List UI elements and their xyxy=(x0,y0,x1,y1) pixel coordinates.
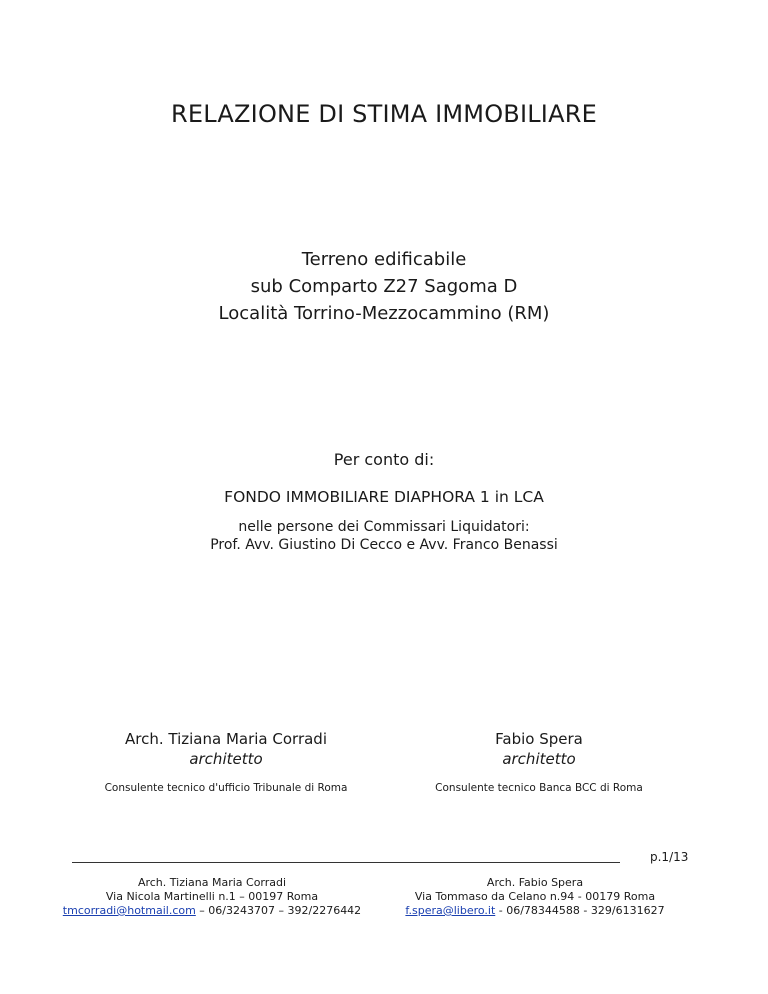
signer-role: architetto xyxy=(189,750,263,768)
footer-address: Via Nicola Martinelli n.1 – 00197 Roma xyxy=(105,890,319,903)
footer-divider xyxy=(72,862,620,863)
subject-line-1: Terreno edificabile xyxy=(301,249,467,270)
per-conto-label: Per conto di: xyxy=(333,450,435,469)
signer-name: Arch. Tiziana Maria Corradi xyxy=(125,730,327,748)
property-description xyxy=(0,246,768,327)
email-link[interactable]: tmcorradi@hotmail.com xyxy=(62,904,196,917)
footer-contact-left xyxy=(56,876,368,918)
signer-role: architetto xyxy=(502,750,576,768)
footer-address: Via Tommaso da Celano n.94 - 00179 Roma xyxy=(414,890,656,903)
email-link[interactable]: f.spera@libero.it xyxy=(405,904,496,917)
footer-name: Arch. Tiziana Maria Corradi xyxy=(137,876,287,889)
subject-line-3: Località Torrino-Mezzocammino (RM) xyxy=(218,303,550,324)
footer-contacts xyxy=(56,904,368,918)
footer-contacts xyxy=(390,904,680,918)
footer-name: Arch. Fabio Spera xyxy=(486,876,584,889)
signer-description: Consulente tecnico d'ufficio Tribunale di Roma xyxy=(104,782,348,794)
footer-phones: – 06/3243707 – 392/2276442 xyxy=(195,904,362,917)
liquidators xyxy=(0,518,768,554)
subject-line-2: sub Comparto Z27 Sagoma D xyxy=(250,276,518,297)
page-number: p.1/13 xyxy=(650,850,689,864)
fund-name: FONDO IMMOBILIARE DIAPHORA 1 in LCA xyxy=(224,488,544,506)
liquidators-line-1: nelle persone dei Commissari Liquidatori: xyxy=(238,519,530,535)
signature-block-left xyxy=(90,730,362,794)
signature-block-right xyxy=(410,730,668,794)
signer-description: Consulente tecnico Banca BCC di Roma xyxy=(435,782,643,794)
footer-phones: - 06/78344588 - 329/6131627 xyxy=(495,904,665,917)
signer-name: Fabio Spera xyxy=(495,730,583,748)
document-title: RELAZIONE DI STIMA IMMOBILIARE xyxy=(171,100,597,128)
liquidators-line-2: Prof. Avv. Giustino Di Cecco e Avv. Franco Benassi xyxy=(210,537,558,553)
footer-contact-right xyxy=(390,876,680,918)
